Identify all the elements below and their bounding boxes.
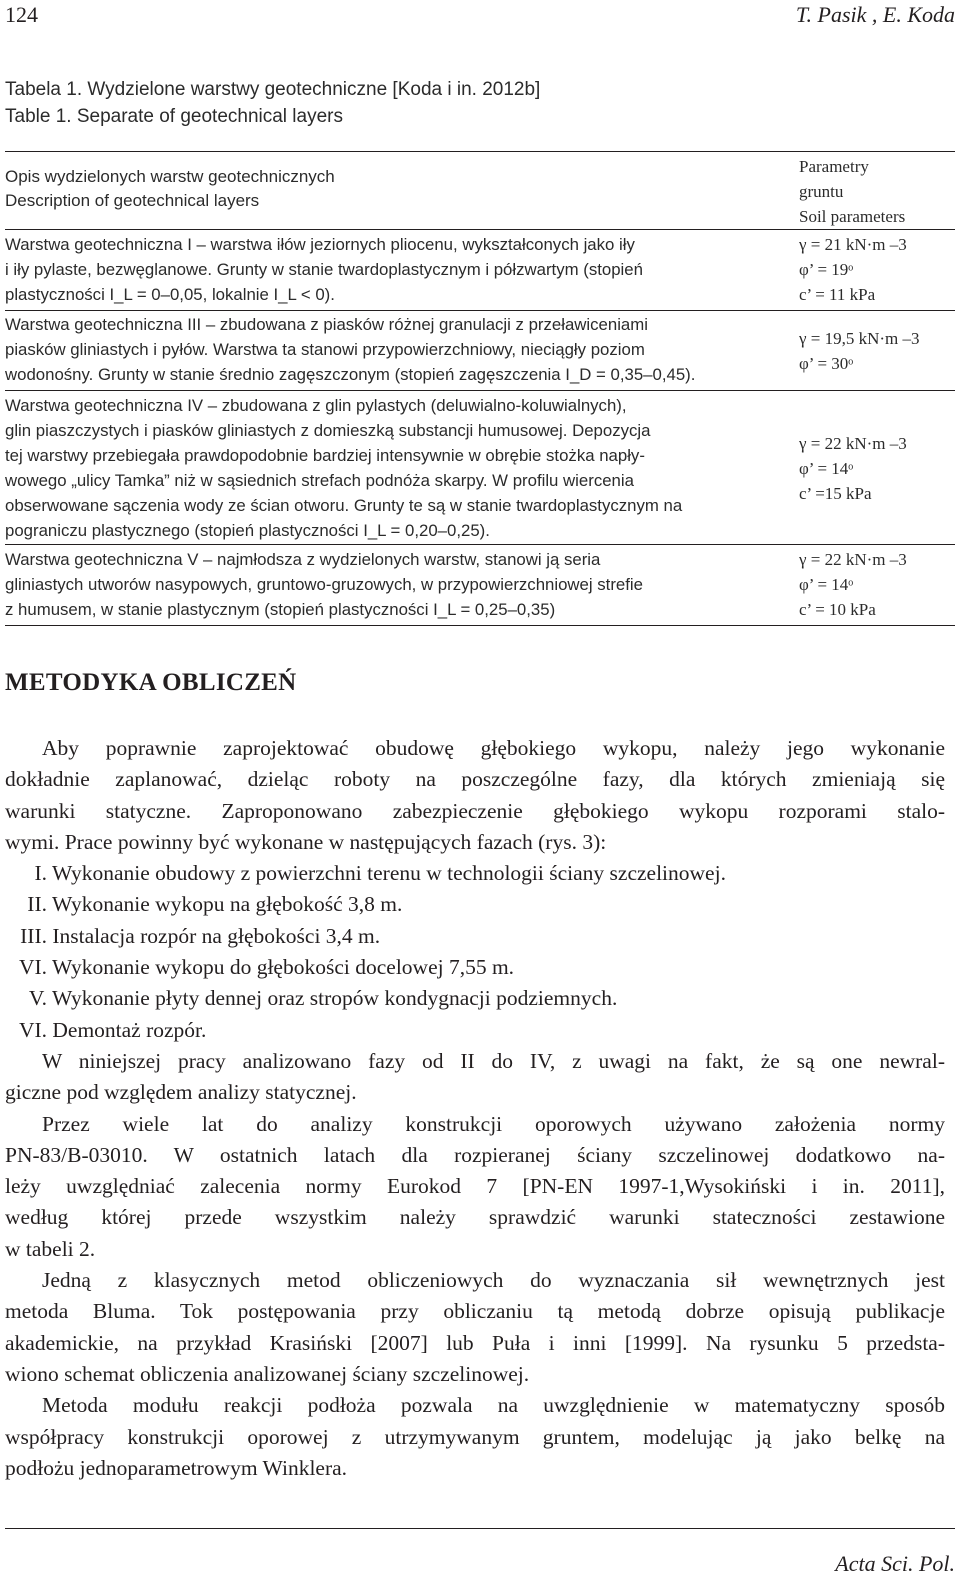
paragraph-line: Przez wiele lat do analizy konstrukcji oporowych używano założenia normy — [42, 1111, 945, 1136]
phase-text: Instalacja rozpór na głębokości 3,4 m. — [52, 923, 381, 948]
desc-line: wowego „ulicy Tamka” niż w sąsiednich strefach podnóża skarpy. W profilu wiercenia — [5, 471, 634, 490]
paragraph-line: warunki statyczne. Zaproponowano zabezpieczenie głębokiego wykopu rozporami stalo- — [5, 798, 945, 823]
phase-item — [5, 858, 945, 889]
table-header-rule — [5, 229, 955, 230]
phase-number: VI. — [18, 1017, 47, 1042]
table-header-description — [5, 165, 335, 213]
page-number: 124 — [5, 2, 38, 27]
desc-line: Warstwa geotechniczna V – najmłodsza z wydzielonych warstw, stanowi ją seria — [5, 550, 601, 569]
paragraph-line: podłożu jednoparametrowym Winklera. — [5, 1455, 348, 1480]
header-parameters-l2: gruntu — [799, 182, 844, 201]
phase-text: Wykonanie obudowy z powierzchni terenu w technologii ściany szczelinowej. — [52, 861, 726, 886]
param-cohesion: c’ = 11 kPa — [799, 285, 876, 304]
paragraph-line: Metoda modułu reakcji podłoża pozwala na uwzględnienie w matematyczny sposób — [42, 1393, 945, 1418]
desc-line: plastyczności I_L = 0–0,05, lokalnie I_L < 0). — [5, 285, 335, 304]
running-head-authors: T. Pasik , E. Koda — [795, 2, 955, 27]
phase-text: Wykonanie płyty dennej oraz stropów kondygnacji podziemnych. — [52, 986, 618, 1011]
header-description-en: Description of geotechnical layers — [5, 191, 260, 210]
table-row-desc — [5, 547, 785, 622]
paragraph-line: PN-83/B-03010. W ostatnich latach dla rozpieranej ściany szczelinowej dodatkowo na- — [5, 1142, 945, 1167]
paragraph-line: według której przede wszystkim należy sprawdzić warunki stateczności zestawione — [5, 1205, 945, 1230]
table-row-params — [799, 547, 955, 622]
param-unit-weight: γ = 22 kN·m –3 — [799, 434, 907, 453]
table-row-desc — [5, 312, 785, 387]
param-friction-angle: φ’ = 14ᵒ — [799, 575, 854, 594]
phase-text: Wykonanie wykopu do głębokości docelowej 7,55 m. — [52, 955, 515, 980]
phase-item — [5, 983, 945, 1014]
param-unit-weight: γ = 22 kN·m –3 — [799, 550, 907, 569]
desc-line: piasków gliniastych i pyłów. Warstwa ta stanowi przypowierzchniowy, nieciągły poziom — [5, 340, 645, 359]
paragraph-line: leży uwzględniać zalecenia normy Eurokod 7 [PN-EN 1997-1,Wysokiński i in. 2011], — [5, 1174, 945, 1199]
param-friction-angle: φ’ = 14ᵒ — [799, 459, 854, 478]
table-header-parameters — [799, 154, 905, 229]
param-unit-weight: γ = 21 kN·m –3 — [799, 235, 907, 254]
paragraph-line: w tabeli 2. — [5, 1236, 96, 1261]
paragraph-line: W niniejszej pracy analizowano fazy od II do IV, z uwagi na fakt, że są one newral- — [42, 1048, 945, 1073]
table-caption-en: Table 1. Separate of geotechnical layers — [5, 106, 343, 127]
param-friction-angle: φ’ = 30ᵒ — [799, 354, 854, 373]
table-row-rule — [5, 544, 955, 545]
desc-line: gliniastych utworów nasypowych, gruntowo-gruzowych, w przypowierzchniowej strefie — [5, 575, 643, 594]
paragraph-line: wymi. Prace powinny być wykonane w następujących fazach (rys. 3): — [5, 829, 607, 854]
phase-item — [5, 889, 945, 920]
table-row-rule — [5, 310, 955, 311]
table-row-desc — [5, 393, 785, 543]
phase-item — [5, 952, 945, 983]
phase-item — [5, 1015, 945, 1046]
phase-number: II. — [27, 892, 47, 917]
table-caption-pl: Tabela 1. Wydzielone warstwy geotechniczne [Koda i in. 2012b] — [5, 79, 541, 100]
body-text — [5, 733, 945, 1484]
section-title: METODYKA OBLICZEŃ — [5, 669, 297, 696]
desc-line: z humusem, w stanie plastycznym (stopień plastyczności I_L = 0,25–0,35) — [5, 600, 556, 619]
desc-line: pograniczu plastycznego (stopień plastyczności I_L = 0,20–0,25). — [5, 521, 490, 540]
table-row-params — [799, 326, 955, 376]
phase-item — [5, 921, 945, 952]
paragraph-line: współpracy konstrukcji oporowej z utrzymywanym gruntem, modelując ją jako belkę na — [5, 1424, 945, 1449]
phase-number: I. — [34, 861, 47, 886]
desc-line: obserwowane sączenia wody ze ścian otworu. Grunty te są w stanie twardoplastycznym na — [5, 496, 683, 515]
running-head — [5, 2, 955, 32]
table-caption — [5, 76, 540, 130]
table-bottom-rule — [5, 625, 955, 626]
paragraph-line: Aby poprawnie zaprojektować obudowę głębokiego wykopu, należy jego wykonanie — [42, 736, 945, 760]
paragraph-line: metoda Bluma. Tok postępowania przy obliczaniu tą metodą dobrze opisują publikacje — [5, 1299, 945, 1324]
paragraph-line: akademickie, na przykład Krasiński [2007] lub Puła i inni [1999]. Na rysunku 5 przedsta- — [5, 1330, 945, 1355]
journal-name: Acta Sci. Pol. — [835, 1551, 955, 1576]
phase-text: Wykonanie wykopu na głębokość 3,8 m. — [52, 892, 403, 917]
table-row-params — [799, 232, 955, 307]
paragraph-line: Jedną z klasycznych metod obliczeniowych do wyznaczania sił wewnętrznych jest — [42, 1268, 945, 1293]
phase-text: Demontaż rozpór. — [52, 1017, 207, 1042]
desc-line: tej warstwy przebiegała prawdopodobnie bardziej intensywnie w obrębie stożka napły- — [5, 446, 645, 465]
param-friction-angle: φ’ = 19ᵒ — [799, 260, 854, 279]
header-parameters-l3: Soil parameters — [799, 207, 906, 226]
desc-line: Warstwa geotechniczna IV – zbudowana z glin pylastych (deluwialno-koluwialnych), — [5, 396, 627, 415]
param-cohesion: c’ =15 kPa — [799, 484, 872, 503]
desc-line: i iły pylaste, bezwęglanowe. Grunty w stanie twardoplastycznym i półzwartym (stopień — [5, 260, 643, 279]
paragraph-line: giczne pod względem analizy statycznej. — [5, 1080, 357, 1105]
table-row-params — [799, 431, 955, 506]
table-top-rule — [5, 151, 955, 152]
phase-number: V. — [28, 986, 47, 1011]
phase-number: III. — [20, 923, 47, 948]
paragraph-line: dokładnie zaplanować, dzieląc roboty na poszczególne fazy, dla których zmieniają się — [5, 767, 945, 792]
param-cohesion: c’ = 10 kPa — [799, 600, 876, 619]
desc-line: wodonośny. Grunty w stanie średnio zagęszczonym (stopień zagęszczenia I_D = 0,35–0,45). — [5, 365, 696, 384]
desc-line: Warstwa geotechniczna III – zbudowana z piasków różnej granulacji z przeławiceniami — [5, 315, 648, 334]
paragraph-line: wiono schemat obliczenia analizowanej ściany szczelinowej. — [5, 1361, 530, 1386]
desc-line: Warstwa geotechniczna I – warstwa iłów jeziornych pliocenu, wykształconych jako iły — [5, 235, 635, 254]
phase-number: VI. — [18, 955, 47, 980]
header-description-pl: Opis wydzielonych warstw geotechnicznych — [5, 167, 335, 186]
footer-rule — [5, 1528, 955, 1529]
desc-line: glin piaszczystych i piasków gliniastych z domieszką substancji humusowej. Depozycja — [5, 421, 651, 440]
table-row-desc — [5, 232, 785, 307]
param-unit-weight: γ = 19,5 kN·m –3 — [799, 329, 920, 348]
header-parameters-l1: Parametry — [799, 157, 869, 176]
table-row-rule — [5, 390, 955, 391]
